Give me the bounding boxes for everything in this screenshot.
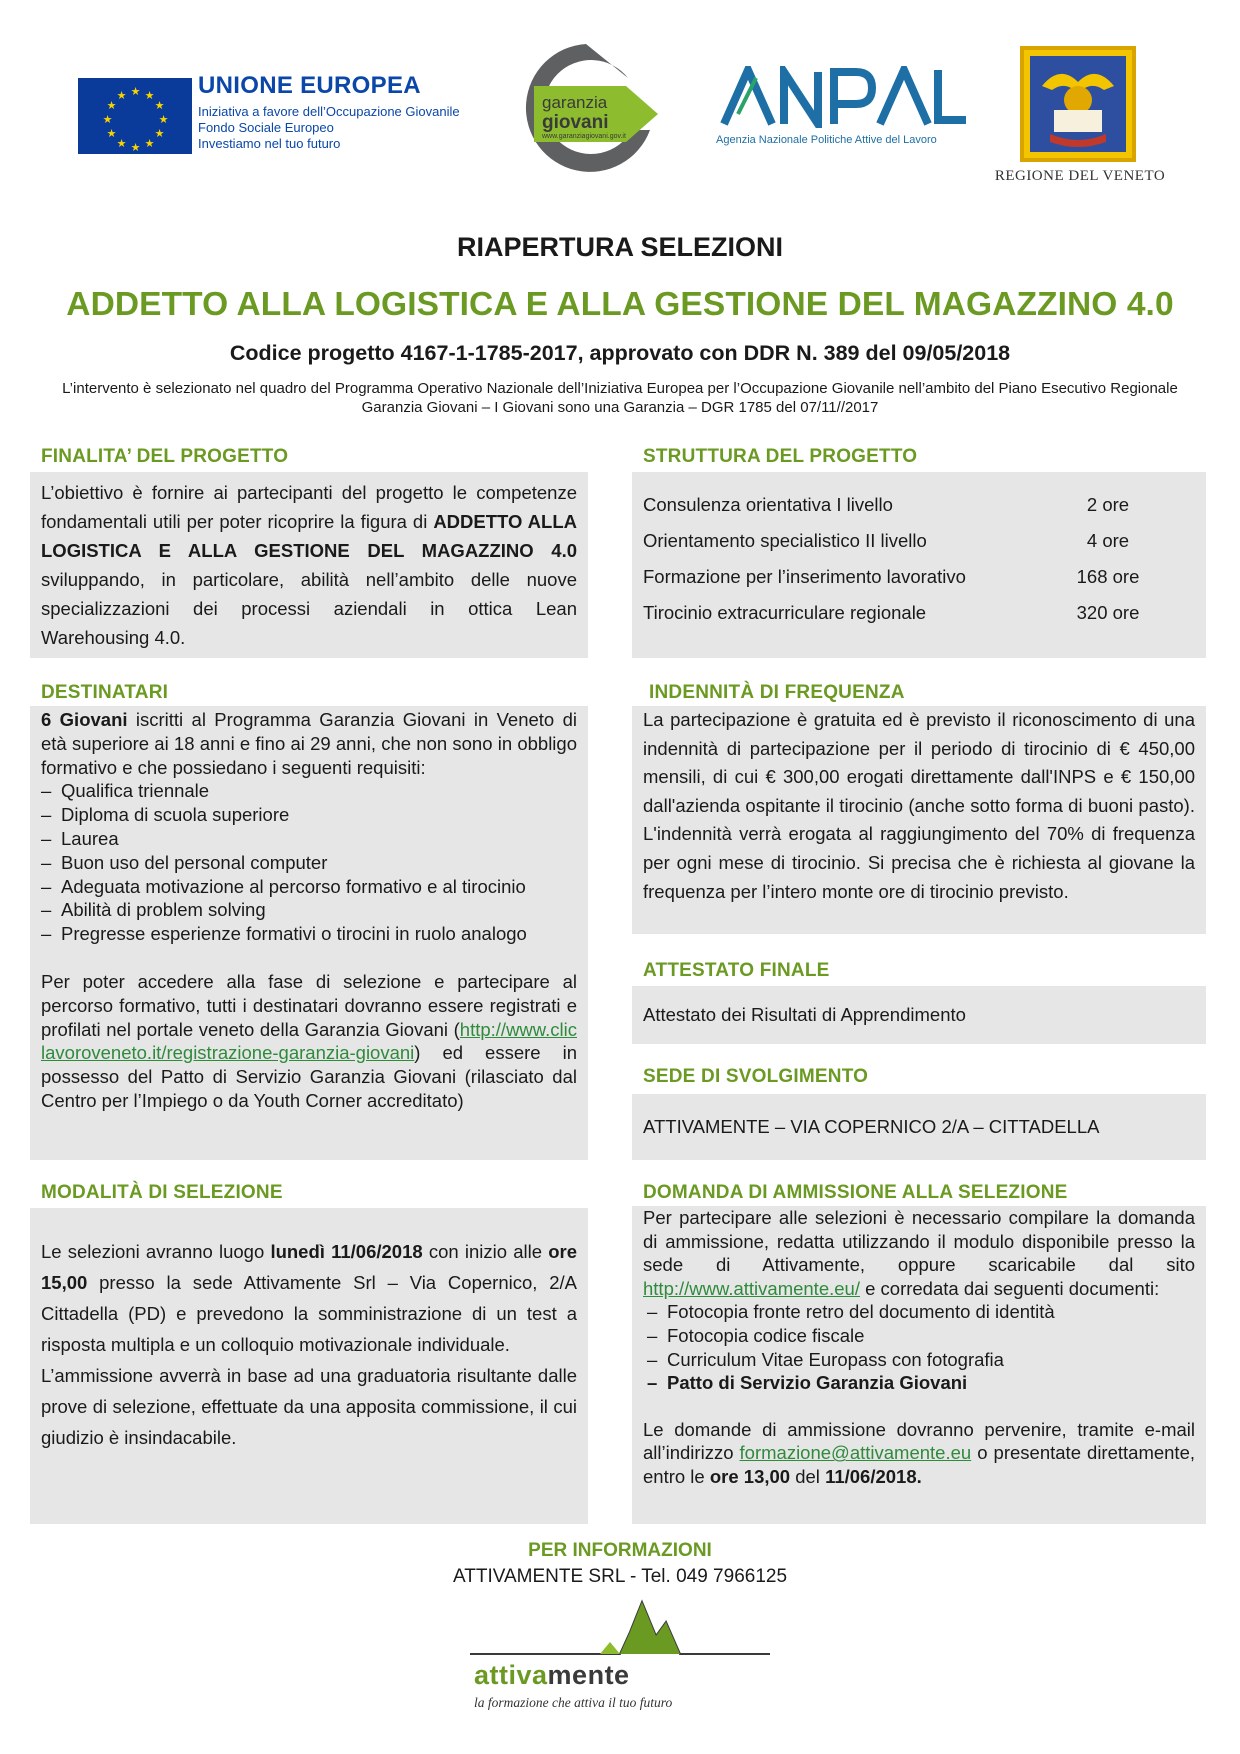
gg-url: www.garanziagiovani.gov.it <box>542 133 626 140</box>
anpal-wordmark-icon <box>720 66 966 128</box>
indennita-box <box>632 706 1206 934</box>
anpal-logo <box>716 66 966 156</box>
attivamente-tagline: la formazione che attiva il tuo futuro <box>474 1695 673 1710</box>
attestato-title: ATTESTATO FINALE <box>643 960 830 981</box>
modalita-title: MODALITÀ DI SELEZIONE <box>41 1182 283 1203</box>
reopen-heading: RIAPERTURA SELEZIONI <box>456 232 784 262</box>
list-item: – Fotocopia fronte retro del documento di identità <box>647 1300 1195 1324</box>
sede-title: SEDE DI SVOLGIMENTO <box>643 1066 869 1087</box>
domanda-title: DOMANDA DI AMMISSIONE ALLA SELEZIONE <box>643 1182 1068 1203</box>
list-item: – Qualifica triennale <box>41 779 577 803</box>
attivamente-wordmark: attivamente <box>474 1660 630 1690</box>
destinatari-title: DESTINATARI <box>41 682 169 703</box>
modalita-box <box>30 1208 588 1524</box>
info-title: PER INFORMAZIONI <box>528 1540 712 1561</box>
documents-list <box>643 1300 1195 1394</box>
program-note: L’intervento è selezionato nel quadro del Programma Operativo Nazionale dell’Iniziativa Europea per l’Occupazione Giovanile nell’ambito del Piano Esecutivo Regionale Garanzia Giovani – I Giovani sono una Garanzia – DGR 1785 del 07/11//2017 <box>62 380 1178 416</box>
lion-crest-icon <box>1020 46 1136 162</box>
project-code: Codice progetto 4167-1-1785-2017, approvato con DDR N. 389 del 09/05/2018 <box>229 341 1011 365</box>
eu-logo <box>78 72 478 158</box>
indennita-title: INDENNITÀ DI FREQUENZA <box>649 682 905 703</box>
attivamente-logo <box>470 1592 770 1722</box>
destinatari-box <box>30 706 588 1160</box>
list-item: – Abilità di problem solving <box>41 898 577 922</box>
regione-veneto-label: REGIONE DEL VENETO <box>994 168 1166 184</box>
modalita-text: Le selezioni avranno luogo lunedì 11/06/2018 con inizio alle ore 15,00 presso la sede Attivamente Srl – Via Copernico, 2/A Cittadella (PD) e prevedono la somministrazione di un test a risposta multipla e un colloquio motivazionale individuale. L’ammissione avverrà in base ad una graduatoria risultante dalle prove di selezione, effettuate da una apposita commissione, il cui giudizio è insindacabile. <box>41 1241 577 1448</box>
list-item: – Laurea <box>41 827 577 851</box>
anpal-subtitle: Agenzia Nazionale Politiche Attive del Lavoro <box>716 134 937 146</box>
attestato-box <box>632 986 1206 1044</box>
info-contact: ATTIVAMENTE SRL - Tel. 049 7966125 <box>452 1566 788 1587</box>
domanda-text: Per partecipare alle selezioni è necessario compilare la domanda di ammissione, redatta utilizzando il modulo disponibile presso la sede di Attivamente, oppure scaricabile dal sito http://www.attivamente.eu/ e corredata dai seguenti documenti: – Fotocopia fronte retro del documento di identità – Fotocopia codice fiscale – Curriculum Vitae Europass con fotografia – Patto di Servizio Garanzia Giovani Le domande di ammissione dovranno pervenire, tramite e-mail all’indirizzo formazione@attivamente.eu o presentate direttamente, entro le ore 13,00 del 11/06/2018. <box>643 1206 1195 1489</box>
attestato-text: Attestato dei Risultati di Apprendimento <box>643 1004 966 1025</box>
list-item: – Curriculum Vitae Europass con fotografia <box>647 1348 1195 1372</box>
finalita-title: FINALITA’ DEL PROGETTO <box>41 446 289 467</box>
list-item: – Fotocopia codice fiscale <box>647 1324 1195 1348</box>
eu-title: UNIONE EUROPEA <box>198 72 421 99</box>
eu-flag-icon: ★ ★ ★ ★ ★ ★ ★ ★ ★ ★ ★ ★ <box>78 78 192 154</box>
sede-box <box>632 1094 1206 1160</box>
list-item: – Diploma di scuola superiore <box>41 803 577 827</box>
domanda-box <box>632 1206 1206 1524</box>
finalita-text: L’obiettivo è fornire ai partecipanti del progetto le competenze fondamentali utili per poter ricoprire la figura di ADDETTO ALLA LOGISTICA E ALLA GESTIONE DEL MAGAZZINO 4.0 sviluppando, in particolare, abilità nell’ambito delle nuove specializzazioni dei processi aziendali in ottica Lean Warehousing 4.0. <box>41 482 578 648</box>
sede-text: ATTIVAMENTE – VIA COPERNICO 2/A – CITTADELLA <box>643 1116 1100 1137</box>
eu-subtitle: Iniziativa a favore dell’Occupazione Giovanile Fondo Sociale Europeo Investiamo nel tuo futuro <box>198 104 460 151</box>
course-title: ADDETTO ALLA LOGISTICA E ALLA GESTIONE DEL MAGAZZINO 4.0 <box>66 286 1174 323</box>
garanzia-giovani-logo <box>506 38 666 178</box>
attivamente-site-link[interactable]: http://www.attivamente.eu/ <box>643 1277 860 1299</box>
list-item: – Adeguata motivazione al percorso formativo e al tirocinio <box>41 875 577 899</box>
list-item: – Patto di Servizio Garanzia Giovani <box>647 1371 1195 1395</box>
struttura-box: Consulenza orientativa I livello 2 ore Orientamento specialistico II livello 4 ore Formazione per l’inserimento lavorativo 168 ore Tirocinio extracurriculare regionale 320 ore <box>632 472 1206 658</box>
gg-line1: garanzia <box>542 93 608 112</box>
list-item: – Buon uso del personal computer <box>41 851 577 875</box>
cliclavoro-link[interactable]: http://www.cliclavoroveneto.it/registrazione-garanzia-giovani <box>41 1018 577 1064</box>
garanzia-giovani-badge-icon <box>506 38 666 178</box>
email-link[interactable]: formazione@attivamente.eu <box>739 1442 972 1464</box>
requirements-list <box>41 779 577 946</box>
destinatari-text: 6 Giovani iscritti al Programma Garanzia Giovani in Veneto di età superiore ai 18 anni e fino ai 29 anni, che non sono in obbligo formativo e che possiedano i seguenti requisiti: – Qualifica triennale – Diploma di scuola superiore – Laurea – Buon uso del personal computer – Adeguata motivazione al percorso formativo e al tirocinio – Abilità di problem solving – Pregresse esperienze formativi o tirocini in ruolo analogo Per poter accedere alla fase di selezione e partecipare al percorso formativo, tutti i destinatari dovranno essere registrati e profilati nel portale veneto della Garanzia Giovani (http://www.cliclavoroveneto.it/registrazione-garanzia-giovani) ed essere in possesso del Patto di Servizio Garanzia Giovani (rilasciato dal Centro per l’Impiego o da Youth Corner accreditato) <box>41 708 577 1113</box>
mountain-line-icon <box>470 1592 770 1662</box>
indennita-text: La partecipazione è gratuita ed è previsto il riconoscimento di una indennità di partecipazione per il periodo di tirocinio di € 450,00 mensili, di cui € 300,00 erogati direttamente dall'INPS e € 150,00 dall'azienda ospitante il tirocinio (anche sotto forma di buoni pasto). L'indennità verrà erogata al raggiungimento del 70% di frequenza per ogni mese di tirocinio. Si precisa che è richiesta al giovane la frequenza per l’intero monte ore di tirocinio previsto. <box>643 709 1195 902</box>
finalita-box <box>30 472 588 658</box>
gg-line2: giovani <box>542 112 609 133</box>
struttura-title: STRUTTURA DEL PROGETTO <box>643 446 918 467</box>
list-item: – Pregresse esperienze formativi o tirocini in ruolo analogo <box>41 922 577 946</box>
regione-veneto-logo <box>990 46 1170 186</box>
